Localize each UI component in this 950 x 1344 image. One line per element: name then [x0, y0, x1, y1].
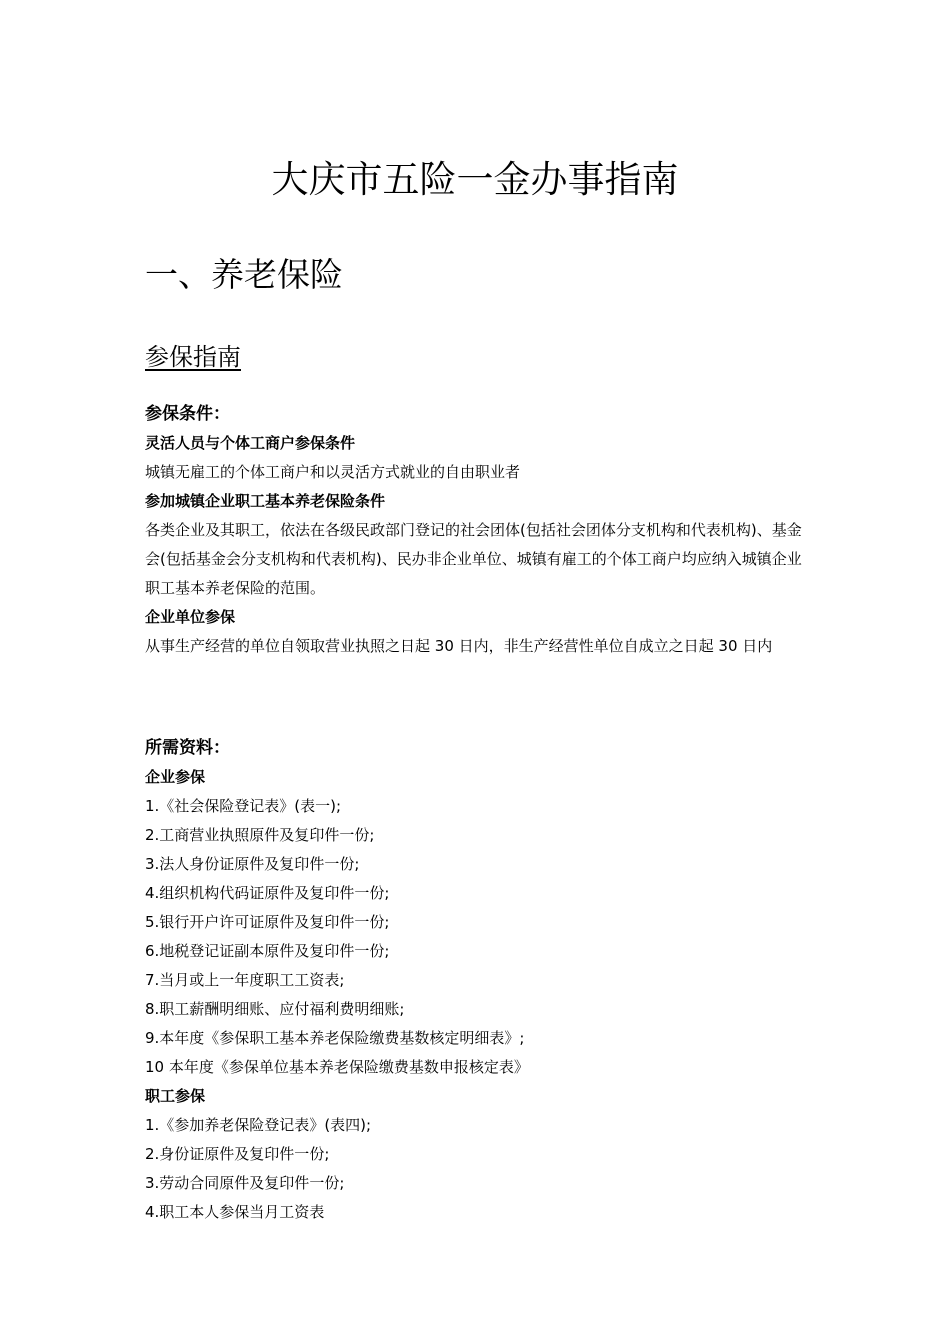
list-item: 5.银行开户许可证原件及复印件一份;: [145, 913, 390, 931]
condition-text: 从事生产经营的单位自领取营业执照之日起 30 日内，非生产经营性单位自成立之日起 30 日内: [145, 637, 773, 655]
employee-title: 职工参保: [145, 1087, 206, 1105]
list-item: 9.本年度《参保职工基本养老保险缴费基数核定明细表》;: [145, 1029, 525, 1047]
condition-title: 参加城镇企业职工基本养老保险条件: [145, 492, 386, 510]
list-item: 1.《参加养老保险登记表》(表四);: [145, 1116, 372, 1134]
list-item: 4.职工本人参保当月工资表: [145, 1203, 325, 1221]
list-item: 6.地税登记证副本原件及复印件一份;: [145, 942, 390, 960]
list-item: 3.法人身份证原件及复印件一份;: [145, 855, 360, 873]
list-item: 2.身份证原件及复印件一份;: [145, 1145, 330, 1163]
condition-title: 灵活人员与个体工商户参保条件: [145, 434, 356, 452]
enterprise-title: 企业参保: [145, 768, 206, 786]
list-item: 1.《社会保险登记表》(表一);: [145, 797, 342, 815]
section-heading: 一、养老保险: [145, 255, 343, 294]
list-item: 3.劳动合同原件及复印件一份;: [145, 1174, 345, 1192]
condition-text: 各类企业及其职工，依法在各级民政部门登记的社会团体(包括社会团体分支机构和代表机构)、基金会(包括基金会分支机构和代表机构)、民办非企业单位、城镇有雇工的个体工商户均应纳入城镇企业职工基本养老保险的范围。: [145, 521, 802, 597]
page-title: 大庆市五险一金办事指南: [271, 158, 679, 201]
conditions-block: [145, 399, 810, 661]
list-item: 7.当月或上一年度职工工资表;: [145, 971, 345, 989]
condition-text: 城镇无雇工的个体工商户和以灵活方式就业的自由职业者: [145, 463, 521, 481]
list-item: 8.职工薪酬明细账、应付福利费明细账;: [145, 1000, 405, 1018]
condition-title: 企业单位参保: [145, 608, 236, 626]
list-item: 4.组织机构代码证原件及复印件一份;: [145, 884, 390, 902]
conditions-label: 参保条件：: [145, 404, 230, 424]
materials-label: 所需资料：: [145, 738, 230, 758]
section-subheading: 参保指南: [145, 343, 241, 371]
materials-block: [145, 733, 810, 1227]
list-item: 10 本年度《参保单位基本养老保险缴费基数申报核定表》: [145, 1058, 529, 1076]
list-item: 2.工商营业执照原件及复印件一份;: [145, 826, 375, 844]
